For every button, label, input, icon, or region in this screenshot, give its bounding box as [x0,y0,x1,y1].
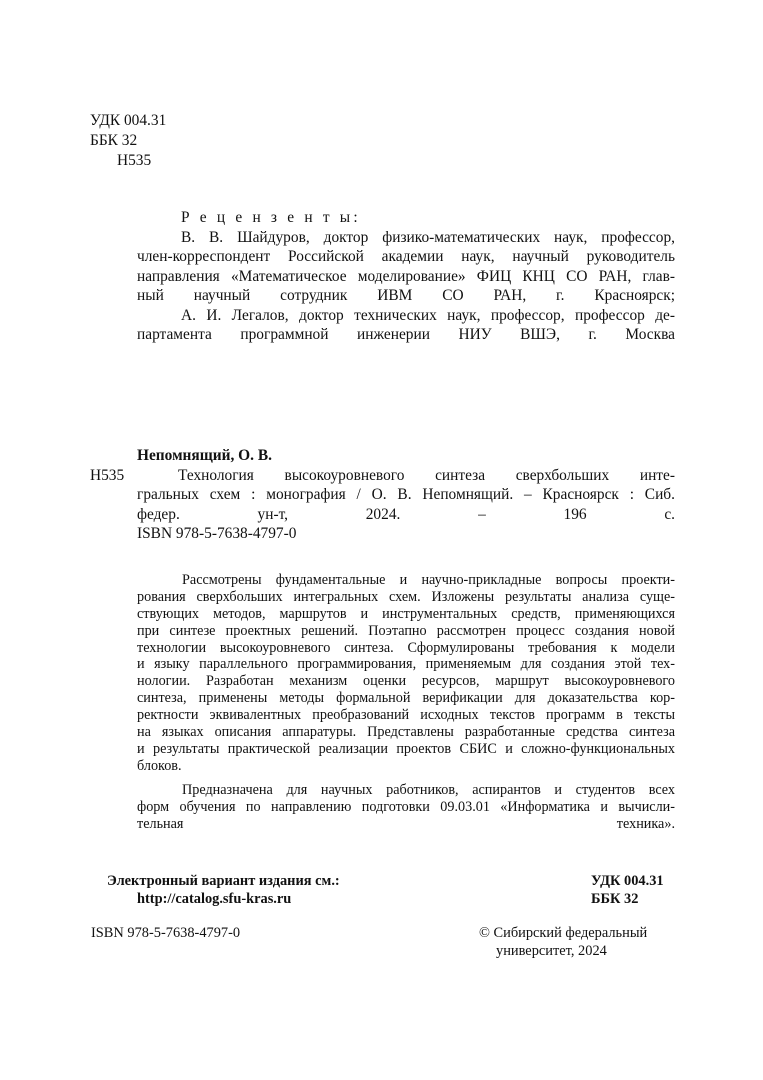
abstract-paragraph-2 [137,782,675,833]
bbk-code: ББК 32 [90,132,138,149]
abstract-line: Рассмотрены фундаментальные и научно-прикладные вопросы проекти- [182,572,675,588]
abstract-line: тельная техника». [137,815,675,832]
footer-bbk: ББК 32 [591,891,639,907]
reviewers-title: Р е ц е н з е н т ы: [181,209,361,226]
author-sign: Н535 [117,152,152,169]
abstract-line: форм обучения по направлению подготовки 09.03.01 «Информатика и вычисли- [137,798,675,815]
reviewer-2-line: партамента программной инженерии НИУ ВШЭ, г. Москва [137,326,675,344]
reviewer-1-line: член-корреспондент Российской академии наук, научный руководитель [137,248,675,266]
abstract-line: блоков. [137,757,182,774]
reviewer-1-line: В. В. Шайдуров, доктор физико-математических наук, профессор, [181,229,675,246]
abstract-line: ректности эквивалентных преобразований исходных текстов программ в тексты [137,707,675,724]
abstract-line: нологии. Разработан механизм оценки ресурсов, маршрут высокоуровневого [137,673,675,690]
record-description [137,466,675,524]
copyright-line-1: © Сибирский федеральный [479,925,648,941]
footer-udk: УДК 004.31 [591,873,664,889]
abstract-line: рования сверхбольших интегральных схем. Изложены результаты анализа суще- [137,588,675,605]
abstract-line: и языку параллельного программирования, применяемым для создания этой тех- [137,656,675,673]
abstract-line: на языках описания аппаратуры. Представлены разработанные средства синтеза [137,724,675,741]
electronic-version-url[interactable]: http://catalog.sfu-kras.ru [137,891,292,907]
record-sign: Н535 [90,467,125,484]
reviewer-1-line: направления «Математическое моделирование» ФИЦ КНЦ СО РАН, глав- [137,267,675,285]
description-line: Технология высокоуровневого синтеза сверхбольших инте- [178,467,675,484]
reviewer-1-line: ный научный сотрудник ИВМ СО РАН, г. Красноярск; [137,287,675,305]
abstract-line: и результаты практической реализации проектов СБИС и сложно-функциональных [137,740,675,757]
reviewer-2-line: А. И. Легалов, доктор технических наук, профессор, профессор де- [181,307,675,324]
author-name: Непомнящий, О. В. [137,447,272,464]
abstract-line: ствующих методов, маршрутов и инструментальных средств, применяющихся [137,605,675,622]
description-line: гральных схем : монография / О. В. Непомнящий. – Красноярск : Сиб. [137,486,675,504]
abstract-paragraph-1 [137,572,675,775]
electronic-version-label: Электронный вариант издания см.: [107,873,340,889]
abstract-line: Предназначена для научных работников, аспирантов и студентов всех [182,782,675,798]
copyright-line-2: университет, 2024 [496,943,607,959]
description-line: федер. ун-т, 2024. – 196 с. [137,505,675,523]
footer-isbn: ISBN 978-5-7638-4797-0 [91,925,241,941]
reviewer-2 [137,306,675,345]
record-isbn: ISBN 978-5-7638-4797-0 [137,525,297,542]
abstract-line: технологии высокоуровневого синтеза. Сформулированы требования к модели [137,639,675,656]
abstract-line: при синтезе проектных решений. Поэтапно рассмотрен процесс создания новой [137,622,675,639]
udk-code: УДК 004.31 [90,112,167,129]
abstract-line: синтеза, применены методы формальной верификации для доказательства кор- [137,690,675,707]
reviewer-1 [137,228,675,306]
